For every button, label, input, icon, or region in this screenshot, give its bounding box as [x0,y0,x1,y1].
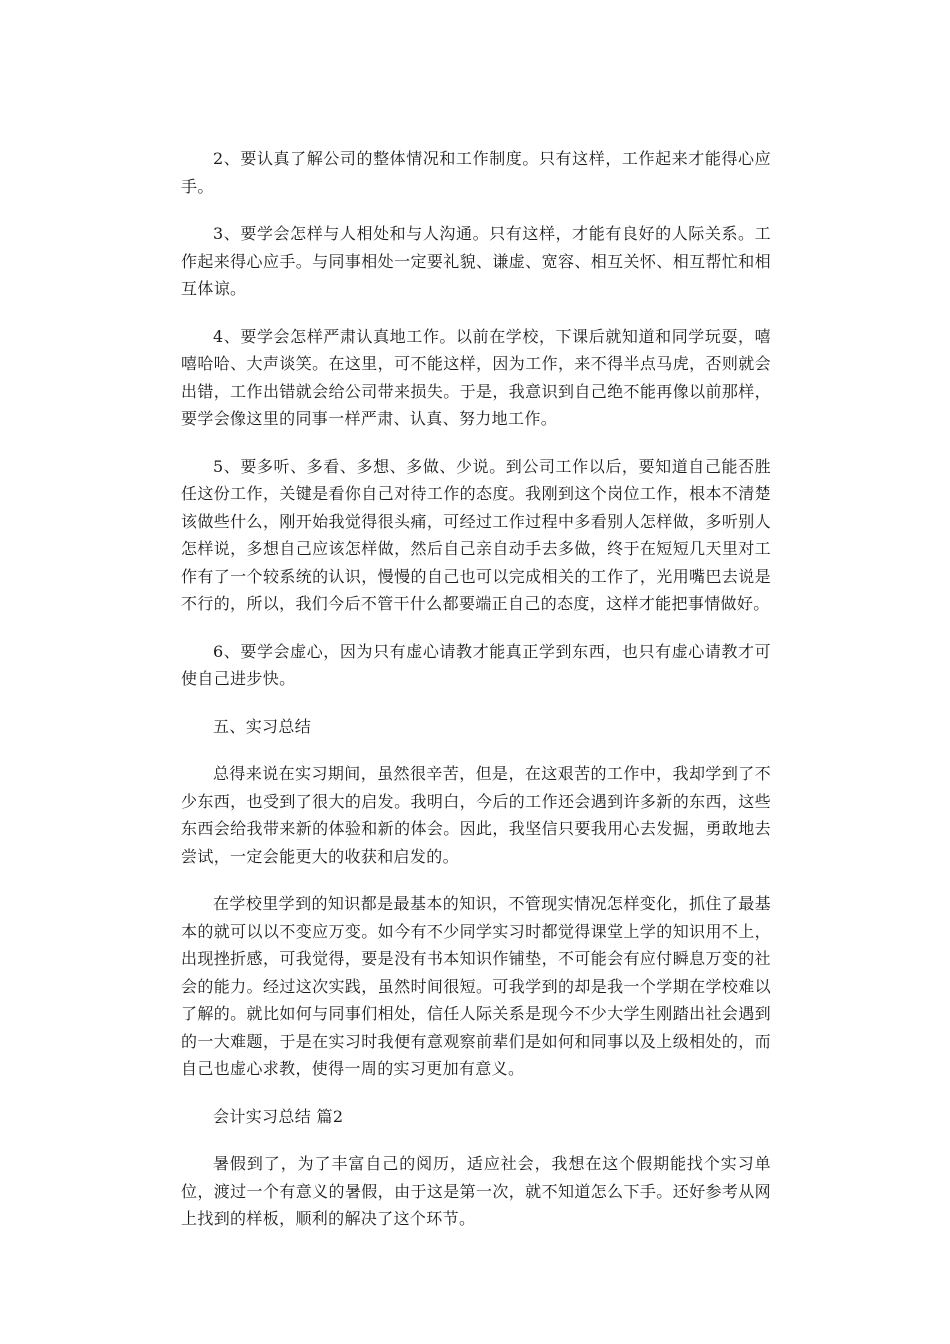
paragraph-point-6: 6、要学会虚心，因为只有虚心请教才能真正学到东西，也只有虚心请教才可使自己进步快。 [181,641,771,688]
paragraph-point-4: 4、要学会怎样严肃认真地工作。以前在学校，下课后就知道和同学玩耍，嘻嘻哈哈、大声谈笑。在这里，可不能这样，因为工作，来不得半点马虎，否则就会出错，工作出错就会给公司带来损失。于是，我意识到自己绝不能再像以前那样，要学会像这里的同事一样严肃、认真、努力地工作。 [181,326,771,428]
summary-paragraph: 总得来说在实习期间，虽然很辛苦，但是，在这艰苦的工作中，我却学到了不少东西，也受到了很大的启发。我明白，今后的工作还会遇到许多新的东西，这些东西会给我带来新的体验和新的体会。因此，我坚信只要我用心去发掘，勇敢地去尝试，一定会能更大的收获和启发的。 [181,764,771,866]
summary-paragraph: 在学校里学到的知识都是最基本的知识，不管现实情况怎样变化，抓住了最基本的就可以以不变应万变。如今有不少同学实习时都觉得课堂上学的知识用不上，出现挫折感，可我觉得，要是没有书本知识作铺垫，不可能会有应付瞬息万变的社会的能力。经过这次实践，虽然时间很短。可我学到的却是我一个学期在学校难以了解的。就比如何与同事们相处，信任人际关系是现今不少大学生刚踏出社会遇到的一大难题，于是在实习时我便有意观察前辈们是如何和同事以及上级相处的，而自己也虚心求教，使得一周的实习更加有意义。 [181,894,771,1078]
paragraph-point-5: 5、要多听、多看、多想、多做、少说。到公司工作以后，要知道自己能否胜任这份工作，关键是看你自己对待工作的态度。我刚到这个岗位工作，根本不清楚该做些什么，刚开始我觉得很头痛，可经过工作过程中多看别人怎样做，多听别人怎样说，多想自己应该怎样做，然后自己亲自动手去多做，终于在短短几天里对工作有了一个较系统的认识，慢慢的自己也可以完成相关的工作了，光用嘴巴去说是不行的，所以，我们今后不管干什么都要端正自己的态度，这样才能把事情做好。 [181,456,771,613]
document-body [181,145,771,1253]
paragraph-point-3: 3、要学会怎样与人相处和与人沟通。只有这样，才能有良好的人际关系。工作起来得心应手。与同事相处一定要礼貌、谦虚、宽容、相互关怀、相互帮忙和相互体谅。 [181,224,771,298]
paragraph-point-2: 2、要认真了解公司的整体情况和工作制度。只有这样，工作起来才能得心应手。 [181,149,771,196]
article-2-title: 会计实习总结 篇2 [213,1106,344,1126]
article-2-paragraph: 暑假到了，为了丰富自己的阅历，适应社会，我想在这个假期能找个实习单位，渡过一个有意义的暑假，由于这是第一次，就不知道怎么下手。还好参考从网上找到的样板，顺利的解决了这个环节。 [181,1154,771,1228]
section-heading-summary: 五、实习总结 [213,716,312,736]
